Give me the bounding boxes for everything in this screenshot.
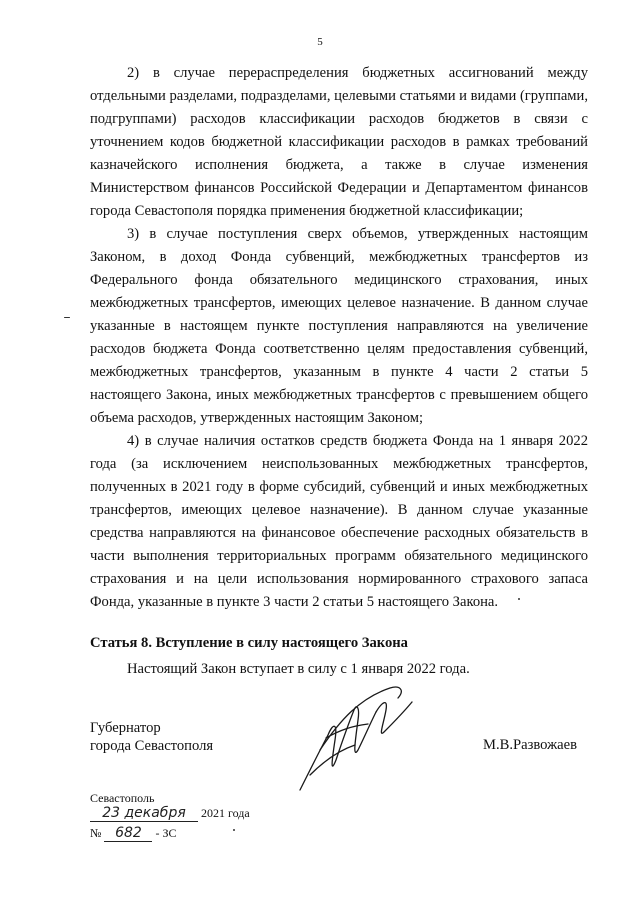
signing-year: 2021 года [201, 806, 250, 820]
paragraph-item-3 [90, 223, 588, 430]
paragraph-item-4 [90, 430, 588, 614]
signatory-title-line1: Губернатор [90, 720, 161, 736]
paragraph-text: 3) в случае поступления сверх объемов, утвержденных настоящим Законом, в доход Фонда субвенций, межбюджетных трансфертов из Федерального фонда обязательного медицинского страхования, иных межбюджетных трансфертов, имеющих целевое назначение. В данном случае указанные в настоящем пункте поступления направляются на увеличение расходов бюджета Фонда соответственно целям предоставления субвенций, межбюджетных трансфертов, указанным в пункте 4 части 2 статьи 5 настоящего Закона, иных межбюджетных трансфертов с превышением общего объема расходов, утвержденных настоящим Законом; [90, 226, 588, 426]
scan-speck [64, 317, 70, 318]
paragraph-item-2 [90, 62, 588, 223]
signatory-title [90, 719, 213, 755]
article-text: Настоящий Закон вступает в силу с 1 января 2022 года. [127, 661, 470, 677]
signatory-title-line2: города Севастополя [90, 738, 214, 754]
signing-date [90, 805, 250, 822]
signing-city: Севастополь [90, 791, 155, 805]
article-heading: Статья 8. Вступление в силу настоящего Закона [90, 635, 408, 651]
number-prefix: № [90, 826, 102, 840]
scan-speck [233, 829, 235, 831]
signatory-name: М.В.Развожаев [483, 737, 578, 753]
law-number [90, 825, 176, 842]
page-number: 5 [317, 36, 323, 48]
paragraph-text: 2) в случае перераспределения бюджетных ассигнований между отдельными разделами, подразделами, целевыми статьями и видами (группами, подгруппами) расходов классификации расходов бюджетов в связи с уточнением кодов бюджетной классификации расходов в рамках требований казначейского исполнения бюджета, а также в случае изменения Министерством финансов Российской Федерации и Департаментом финансов города Севастополя порядка применения бюджетной классификации; [90, 65, 588, 219]
handwritten-date: 23 декабря [90, 805, 198, 822]
handwritten-number: 682 [104, 825, 152, 842]
scan-speck [518, 598, 520, 600]
paragraph-text: 4) в случае наличия остатков средств бюджета Фонда на 1 января 2022 года (за исключением неиспользованных межбюджетных трансфертов, полученных в 2021 году в форме субсидий, субвенций и иных межбюджетных трансфертов, имеющих целевое назначение). В данном случае указанные средства направляются на финансовое обеспечение расходных обязательств в части выполнения территориальных программ обязательного медицинского страхования и на цели использования нормированного страхового запаса Фонда, указанные в пункте 3 части 2 статьи 5 настоящего Закона. [90, 433, 588, 610]
number-suffix: - ЗС [155, 826, 177, 840]
handwritten-signature [280, 680, 430, 800]
